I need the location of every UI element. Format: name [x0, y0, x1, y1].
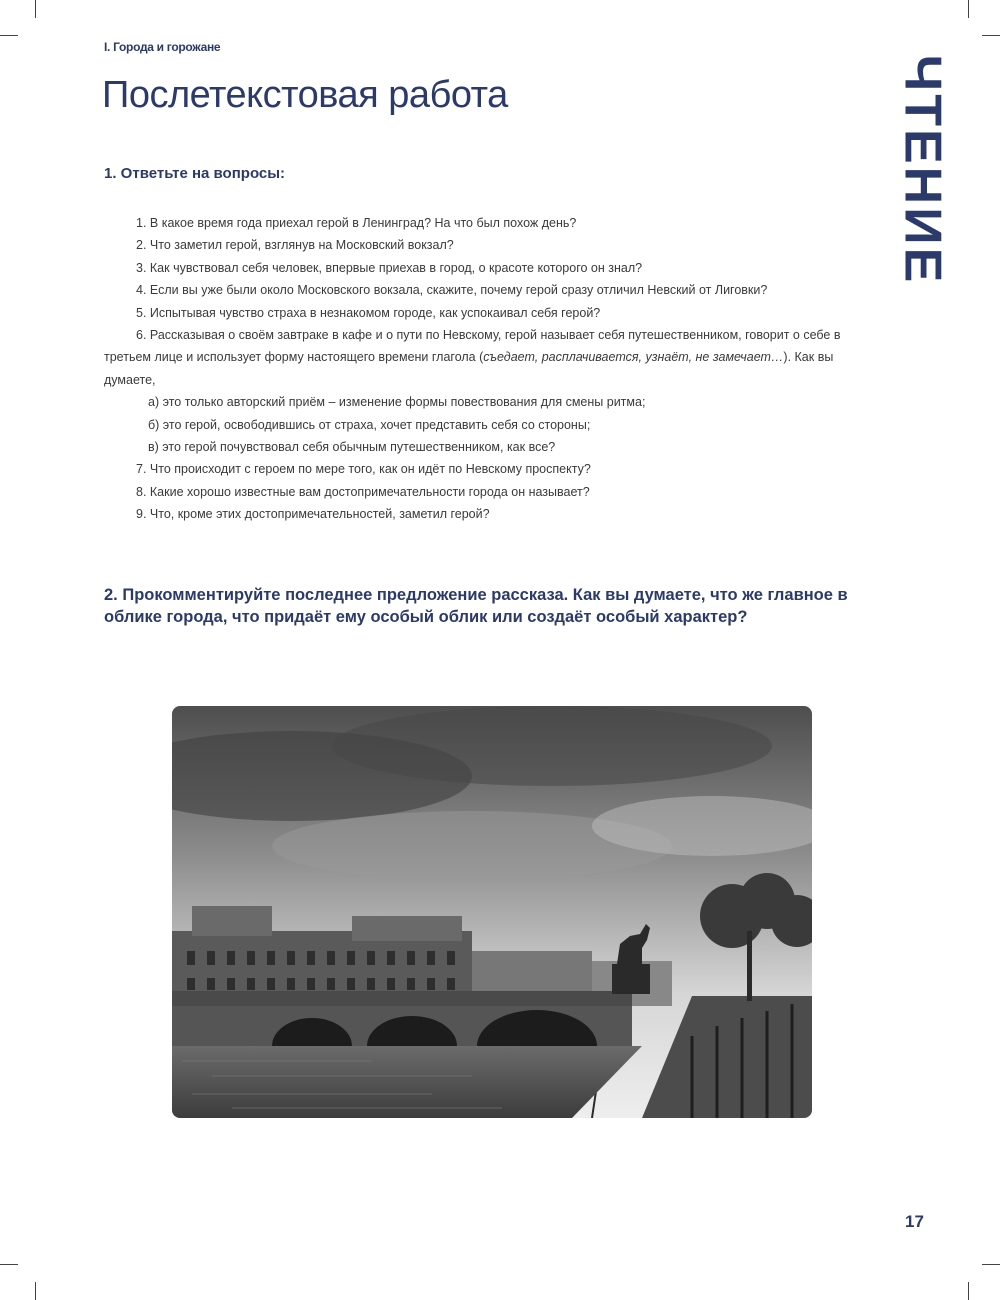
question-8: 8. Какие хорошо известные вам достопримечательности города он называет? — [136, 484, 590, 499]
question-5: 5. Испытывая чувство страха в незнакомом городе, как успокаивал себя герой? — [136, 305, 601, 320]
crop-mark — [35, 1282, 36, 1300]
question-4: 4. Если вы уже были около Московского вокзала, скажите, почему герой сразу отличил Невский от Лиговки? — [136, 283, 768, 298]
crop-mark — [0, 35, 18, 36]
section-tab-label: ЧТЕНИЕ — [893, 54, 952, 286]
crop-mark — [35, 0, 36, 18]
question-6-examples: съедает, расплачивается, узнаёт, не замечает… — [483, 350, 784, 365]
crop-mark — [968, 0, 969, 18]
question-6 — [104, 324, 882, 391]
crop-mark — [982, 1264, 1000, 1265]
canal-water — [172, 1046, 642, 1118]
crop-mark — [982, 35, 1000, 36]
city-photo — [172, 706, 812, 1118]
question-2: 2. Что заметил герой, взглянув на Московский вокзал? — [136, 238, 454, 253]
question-9: 9. Что, кроме этих достопримечательностей, заметил герой? — [136, 507, 490, 522]
question-7: 7. Что происходит с героем по мере того, как он идёт по Невскому проспекту? — [136, 462, 591, 477]
task-1-heading: 1. Ответьте на вопросы: — [104, 165, 286, 182]
running-head: I. Города и горожане — [104, 40, 221, 54]
question-6-option-b: б) это герой, освободившись от страха, хочет представить себя со стороны; — [148, 417, 591, 432]
task-2-heading: 2. Прокомментируйте последнее предложение рассказа. Как вы думаете, что же главное в облике города, что придаёт ему особый облик или создаёт особый характер? — [104, 586, 848, 626]
page-title: Послетекстовая работа — [102, 74, 508, 116]
question-6-start: 6. Рассказывая о своём завтраке в кафе и о пути по Невскому, герой называет себя путешественником, говорит о себе в третьем лице и использует форму настоящего времени глагола ( — [104, 328, 841, 365]
bridge-illustration — [172, 706, 812, 1118]
crop-mark — [968, 1282, 969, 1300]
question-1: 1. В какое время года приехал герой в Ленинград? На что был похож день? — [136, 216, 577, 230]
question-3: 3. Как чувствовал себя человек, впервые приехав в город, о красоте которого он знал? — [136, 260, 643, 275]
crop-mark — [0, 1264, 18, 1265]
question-list — [104, 212, 882, 526]
question-6-option-c: в) это герой почувствовал себя обычным путешественником, как все? — [148, 440, 556, 455]
question-6-end: ). Как вы думаете, — [104, 350, 834, 387]
section-tab — [895, 50, 950, 290]
question-6-option-a: а) это только авторский приём – изменение формы повествования для смены ритма; — [148, 395, 646, 410]
cloud — [332, 706, 772, 786]
page-number: 17 — [905, 1212, 924, 1231]
